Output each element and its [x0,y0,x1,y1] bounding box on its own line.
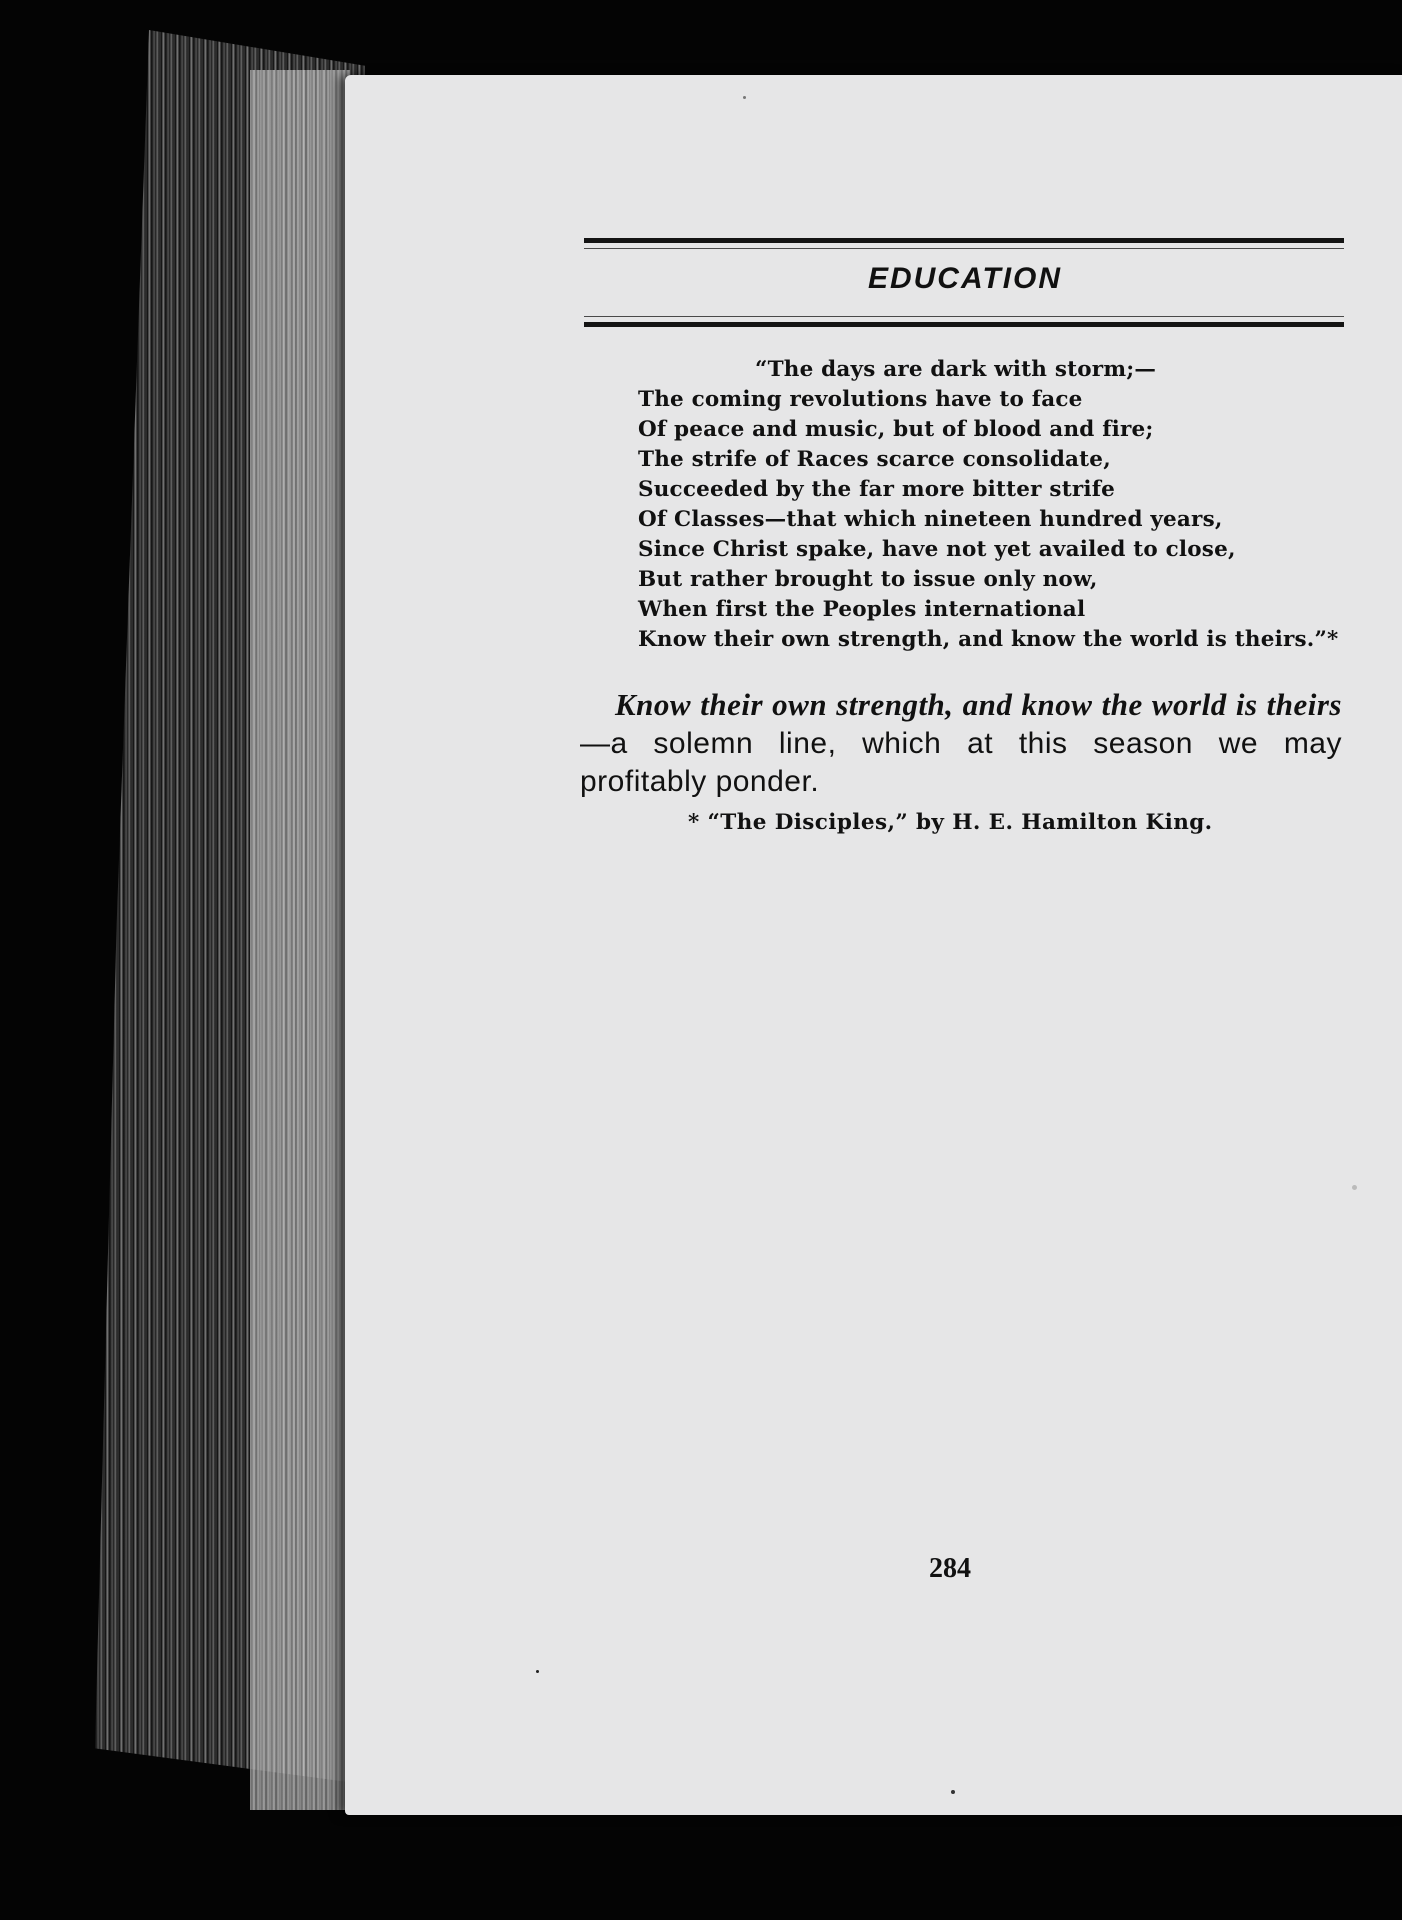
poem-line: Know their own strength, and know the world is theirs.”* [638,627,1339,652]
poem-line: Of peace and music, but of blood and fire; [638,417,1154,442]
body-paragraph [580,686,1342,801]
header-rule-top-thin [584,248,1344,249]
running-head: EDUCATION [867,262,1063,295]
scan-speck [1352,1185,1357,1190]
poem-line: Since Christ spake, have not yet availed to close, [638,537,1236,562]
poem-line: The coming revolutions have to face [638,387,1083,412]
poem-line: “The days are dark with storm;— [755,357,1157,382]
scan-speck [743,96,746,99]
paragraph-text: —a solemn line, which at this season we may profitably ponder. [580,727,1342,798]
poem-line: Of Classes—that which nineteen hundred years, [638,507,1223,532]
header-rule-top [584,238,1344,243]
scan-speck [536,1670,539,1673]
poem-line: The strife of Races scarce consolidate, [638,447,1111,472]
page-number: 284 [929,1553,971,1584]
header-rule-bottom [584,322,1344,327]
paragraph-italic-quote: Know their own strength, and know the world is theirs [615,687,1342,722]
poem-line: Succeeded by the far more bitter strife [638,477,1116,502]
scan-speck [951,1790,955,1794]
poem-line: When first the Peoples international [638,597,1086,622]
header-rule-bottom-thin [584,316,1344,317]
poem-line: But rather brought to issue only now, [638,567,1098,592]
footnote: * “The Disciples,” by H. E. Hamilton King. [688,810,1213,835]
poem-quotation [638,355,1358,655]
